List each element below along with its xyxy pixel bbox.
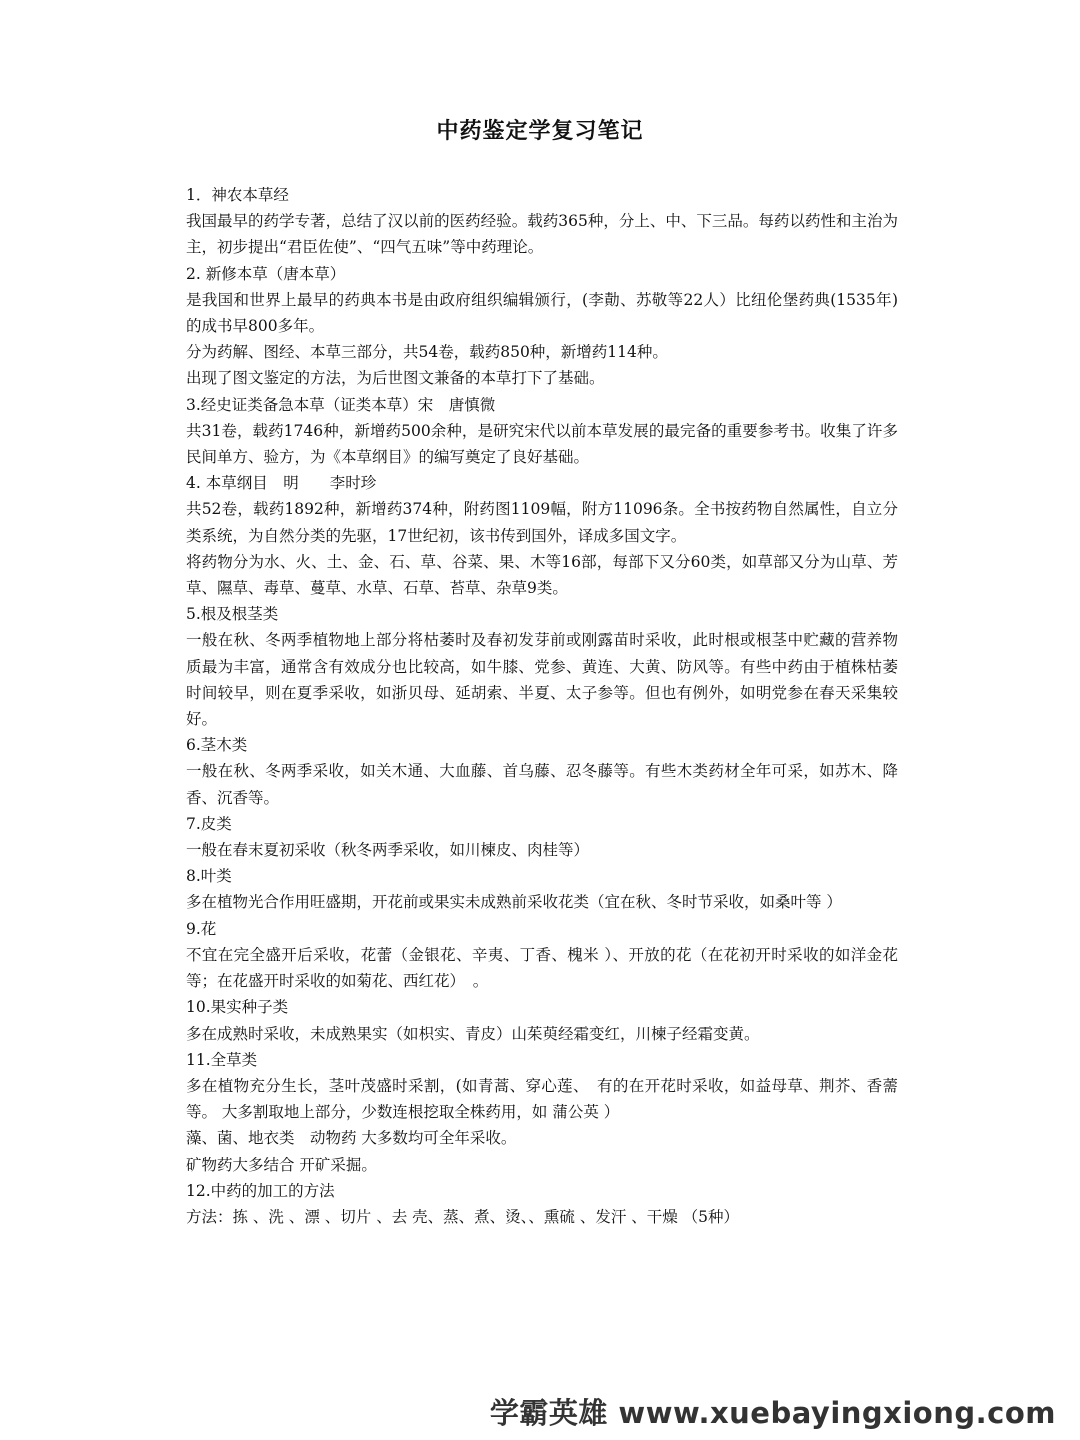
section-heading: 5.根及根茎类 [186,605,279,624]
page-title: 中药鉴定学复习笔记 [436,119,644,144]
note-section [186,863,898,915]
note-section [186,601,898,732]
section-heading: 4. 本草纲目 明 李时珍 [186,474,377,493]
section-heading: 1．神农本草经 [186,186,289,204]
section-paragraph: 方法：拣 、洗 、漂 、切片 、去 壳、蒸、煮、烫、、熏硫 、发汗 、干燥 （5种） [186,1207,740,1226]
section-paragraph: 多在成熟时采收，未成熟果实（如枳实、青皮）山茱萸经霜变红，川楝子经霜变黄。 [186,1024,760,1043]
section-paragraph: 共31卷，载药1746种，新增药500余种，是研究宋代以前本草发展的最完备的重要参考书。收集了许多民间单方、验方，为《本草纲目》的编写奠定了良好基础。 [186,421,898,467]
section-paragraph: 矿物药大多结合 开矿采掘。 [186,1155,377,1174]
section-heading: 9.花 [186,919,217,938]
section-paragraph: 藻、菌、地衣类 动物药 大多数均可全年采收。 [186,1129,517,1148]
section-heading: 7.皮类 [186,814,232,833]
note-section [186,1047,898,1178]
section-paragraph: 一般在秋、冬两季植物地上部分将枯萎时及春初发芽前或刚露苗时采收，此时根或根茎中贮藏的营养物质最为丰富，通常含有效成分也比较高，如牛膝、党参、黄连、大黄、防风等。有些中药由于植株枯萎时间较早，则在夏季采收，如浙贝母、延胡索、半夏、太子参等。但也有例外，如明党参在春天采集较好。 [186,631,898,729]
section-paragraph: 分为药解、图经、本草三部分，共54卷，载药850种，新增药114种。 [186,343,668,362]
section-heading: 3.经史证类备急本草（证类本草）宋 唐慎微 [186,395,496,414]
section-heading: 8.叶类 [186,867,232,886]
note-section [186,994,898,1046]
note-section [186,916,898,995]
section-paragraph: 多在植物充分生长，茎叶茂盛时采割，(如青蒿、穿心莲、 有的在开花时采收，如益母草、荆芥、香薷等。 大多割取地上部分，少数连根挖取全株药用，如 蒲公英 ） [186,1076,898,1122]
section-heading: 2. 新修本草（唐本草） [186,264,346,283]
document-body [186,182,898,1230]
section-paragraph: 将药物分为水、火、土、金、石、草、谷菜、果、木等16部，每部下又分60类，如草部又分为山草、芳草、隰草、毒草、蔓草、水草、石草、苔草、杂草9类。 [186,552,898,598]
note-section [186,1178,898,1230]
section-paragraph: 我国最早的药学专著，总结了汉以前的医药经验。载药365种，分上、中、下三品。每药以药性和主治为主，初步提出“君臣佐使”、“四气五味”等中药理论。 [186,212,898,257]
site-watermark: 学霸英雄 www.xuebayingxiong.com [489,1396,1056,1430]
note-section [186,182,898,261]
section-paragraph: 不宜在完全盛开后采收，花蕾（金银花、辛夷、丁香、槐米 ）、开放的花（在花初开时采收的如洋金花等；在花盛开时采收的如菊花、西红花） 。 [186,945,898,991]
section-paragraph: 是我国和世界上最早的药典本书是由政府组织编辑颁行，(李勣、苏敬等22人）比纽伦堡药典(1535年)的成书早800多年。 [186,290,898,336]
section-heading: 6.茎木类 [186,736,248,755]
note-section [186,811,898,863]
section-heading: 12.中药的加工的方法 [186,1181,335,1200]
note-section [186,732,898,811]
section-paragraph: 一般在秋、冬两季采收，如关木通、大血藤、首乌藤、忍冬藤等。有些木类药材全年可采，如苏木、降香、沉香等。 [186,762,898,807]
section-heading: 11.全草类 [186,1050,258,1069]
note-section [186,392,898,471]
section-paragraph: 出现了图文鉴定的方法，为后世图文兼备的本草打下了基础。 [186,369,605,388]
section-paragraph: 多在植物光合作用旺盛期，开花前或果实未成熟前采收花类（宜在秋、冬时节采收，如桑叶等 ） [186,893,842,912]
section-heading: 10.果实种子类 [186,998,289,1017]
section-paragraph: 共52卷，载药1892种，新增药374种，附药图1109幅，附方11096条。全书按药物自然属性，自立分类系统，为自然分类的先驱，17世纪初，该书传到国外，译成多国文字。 [186,500,898,545]
note-section [186,261,898,392]
note-section [186,470,898,601]
section-paragraph: 一般在春末夏初采收（秋冬两季采收，如川楝皮、肉桂等） [186,841,590,860]
